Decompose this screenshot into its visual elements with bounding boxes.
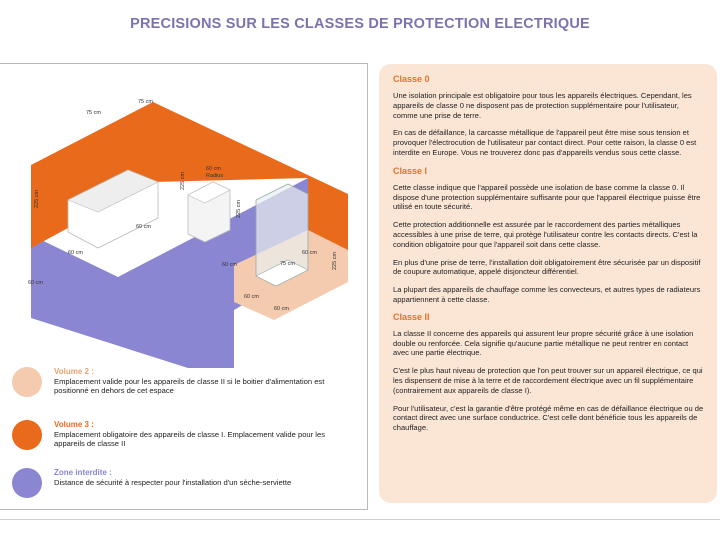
- dim-75cm-1: 75 cm: [86, 110, 101, 116]
- bathroom-volumes-diagram: [8, 70, 360, 370]
- radius-label: Radius: [206, 173, 224, 179]
- paragraph: La classe II concerne des appareils qui assurent leur propre sécurité grâce à une isolation double ou renforcée. Cela signifie qu'aucune partie métallique ne peut rentrer en contact avec une partie électrique.: [393, 328, 694, 358]
- forbidden-swatch: [12, 468, 42, 498]
- paragraph: Pour l'utilisateur, c'est la garantie d'être protégé même en cas de défaillance électrique ou de contact direct avec une surface conductrice. C'est celle dont bénéficie tous les appareils de chauffage.: [393, 403, 704, 433]
- paragraph: Cette protection additionnelle est assurée par le raccordement des parties métalliques accessibles à une prise de terre, qui protège l'utilisateur contre les contacts directs. C'est la condition obligatoire pour que l'appareil soit dans cette classe.: [393, 220, 698, 249]
- legend-title: Volume 2 :: [54, 367, 94, 376]
- legend-text: Emplacement valide pour les appareils de classe II si le boitier d'alimentation est positionné en dehors de cet espace: [54, 377, 325, 395]
- dim-60cm-6: 60 cm: [274, 306, 289, 312]
- dim-60cm-3: 60 cm: [222, 262, 237, 268]
- paragraph: Une isolation principale est obligatoire pour tous les appareils électriques. Cependant, les appareils de classe 0 ne disposent pas de protection supplémentaire pour l'utilisateur, comme une prise de terre.: [393, 91, 692, 120]
- heading-classe-0: Classe 0: [393, 74, 430, 84]
- dim-225cm-1: 225 cm: [34, 189, 40, 208]
- volume3-swatch: [12, 420, 42, 450]
- dim-60cm-1: 60 cm: [68, 250, 83, 256]
- paragraph: En cas de défaillance, la carcasse métallique de l'appareil peut être mise sous tension et provoquer l'électrocution de l'utilisateur par contact direct. Pour cette raison, la classe 0 est interdite en Europe. Vous ne trouverez donc pas d'appareils vendus sous cette classe.: [393, 128, 697, 157]
- dim-75cm-3: 75 cm: [280, 261, 295, 267]
- dim-60cm-5: 60 cm: [302, 250, 317, 256]
- legend-text: Distance de sécurité à respecter pour l'installation d'un sèche-serviette: [54, 478, 292, 487]
- legend-text: Emplacement obligatoire des appareils de classe I. Emplacement valide pour les appareils de classe II: [54, 430, 325, 448]
- dim-225cm-2: 225 cm: [180, 171, 186, 190]
- paragraph: En plus d'une prise de terre, l'installation doit obligatoirement être sécurisée par un dispositif de coupure automatique, appelé disjoncteur différentiel.: [393, 257, 701, 277]
- dim-225cm-3: 225 cm: [236, 199, 242, 218]
- dim-225cm-4: 225 cm: [332, 251, 338, 270]
- bottom-divider: [0, 519, 720, 520]
- legend-item-volume2: [12, 367, 352, 407]
- dim-60cm-4: 60 cm: [244, 294, 259, 300]
- vanity-cabinet: [188, 182, 230, 242]
- volume2-swatch: [12, 367, 42, 397]
- page-title: PRECISIONS SUR LES CLASSES DE PROTECTION ELECTRIQUE: [130, 16, 590, 32]
- legend-item-forbidden: [12, 468, 352, 508]
- dim-60cm-7: 60 cm: [28, 280, 43, 286]
- dim-75cm-2: 75 cm: [138, 99, 153, 105]
- paragraph: La plupart des appareils de chauffage comme les convecteurs, et autres types de radiateurs appartiennent à cette classe.: [393, 285, 701, 304]
- legend-title: Volume 3 :: [54, 420, 94, 429]
- radius-value: 60 cm: [206, 166, 221, 172]
- classes-panel: [379, 64, 717, 503]
- dim-60cm-2: 60 cm: [136, 224, 151, 230]
- legend-item-volume3: [12, 420, 352, 460]
- paragraph: Cette classe indique que l'appareil possède une isolation de base comme la classe 0. Il dispose d'une protection supplémentaire suffisante pour que l'appareil électrique puisse être utilisé en toute sécurité.: [393, 182, 701, 212]
- paragraph: C'est le plus haut niveau de protection que l'on peut trouver sur un appareil électrique, ce qui les dispensent de mise à la terre et de raccordement électrique avec un fil supplémentaire (contrairement aux appareils de classe I).: [393, 366, 703, 395]
- shower-cabin: [256, 184, 308, 286]
- heading-classe-2: Classe II: [393, 311, 430, 322]
- legend-title: Zone interdite :: [54, 468, 112, 477]
- heading-classe-1: Classe I: [393, 165, 428, 176]
